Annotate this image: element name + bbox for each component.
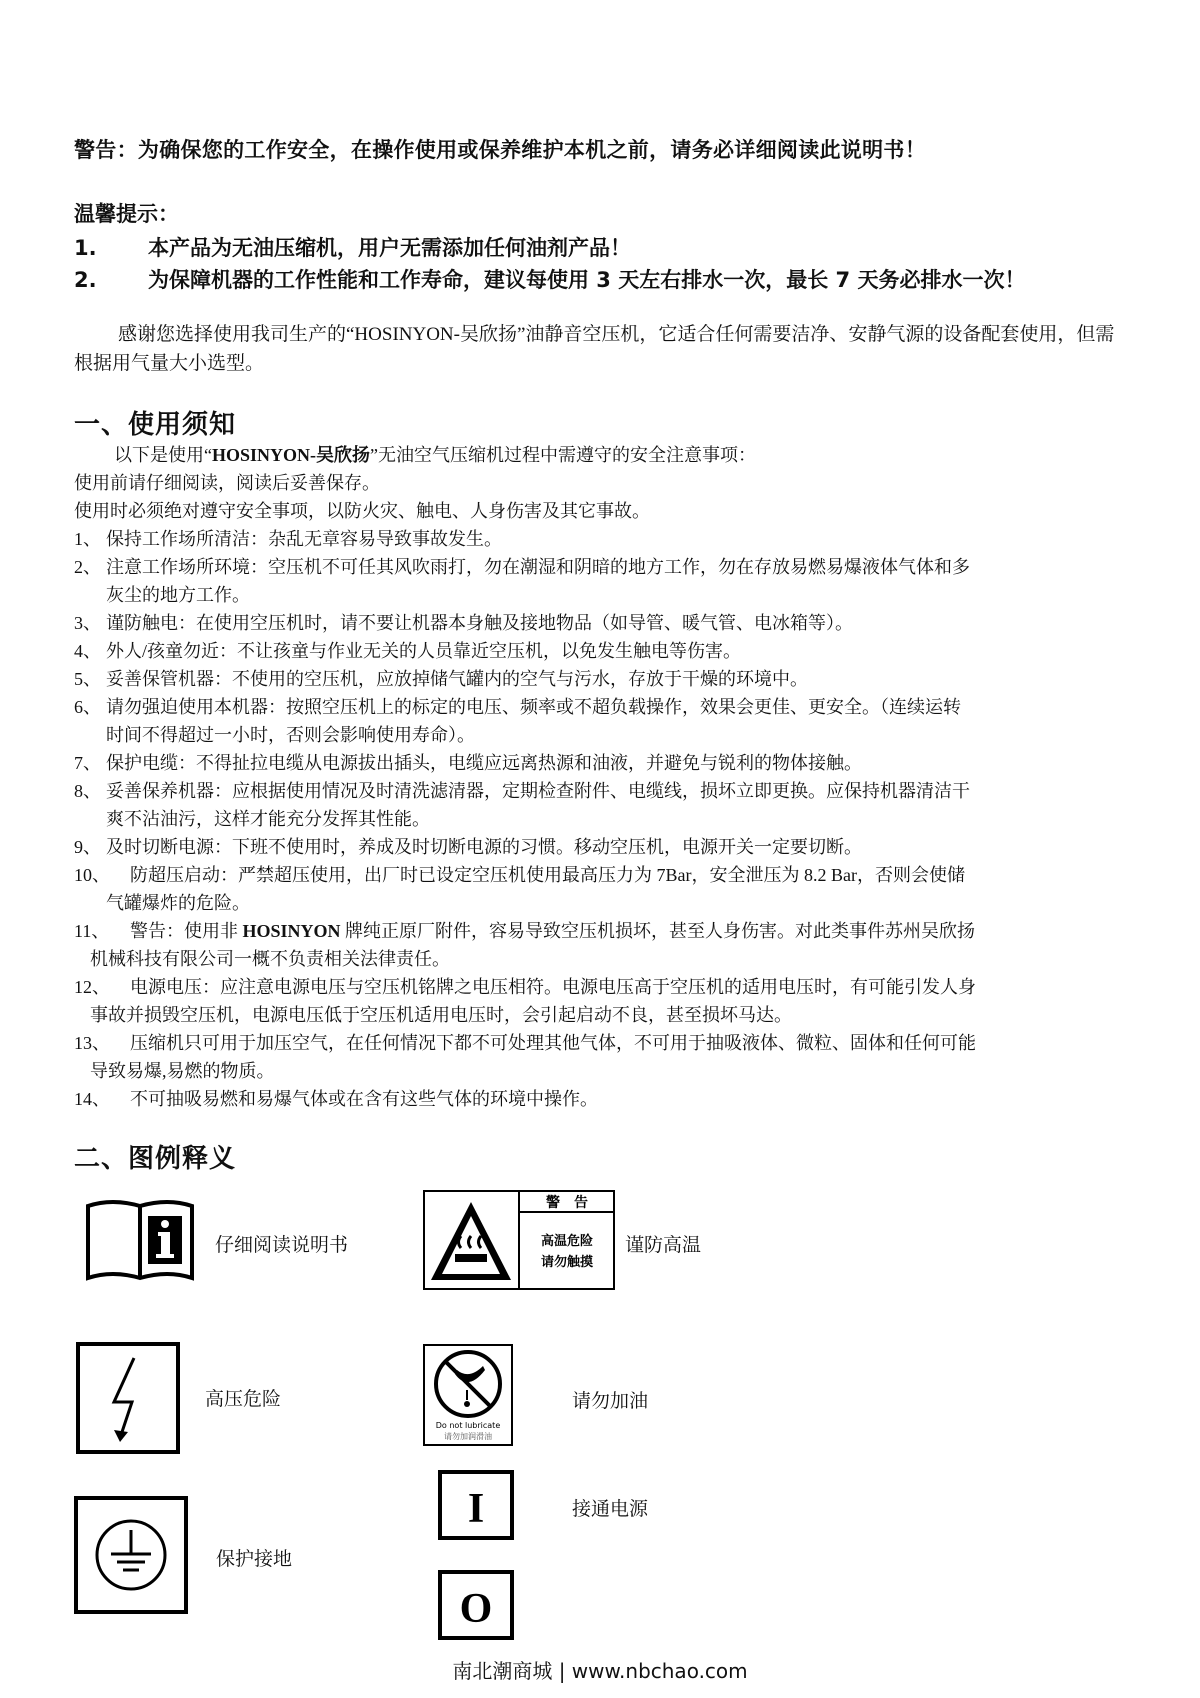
power-off-symbol: O: [459, 1586, 493, 1632]
warning-label: 警告：: [74, 138, 138, 162]
section-title-usage: 一、使用须知: [74, 410, 237, 440]
list-item: 7、 保护电缆：不得扯拉电缆从电源拔出插头，电缆应远离热源和油液，并避免与锐利的物体接触。: [74, 753, 862, 773]
no-lube-cn-text: 请勿加润滑油: [444, 1432, 492, 1441]
footer-watermark: 南北潮商城 | www.nbchao.com: [452, 1659, 748, 1683]
list-item-continuation: 机械科技有限公司一概不负责相关法律责任。: [90, 949, 450, 969]
hot-surface-warning-icon: [423, 1190, 615, 1290]
warn-sign-line1: 高温危险: [540, 1234, 594, 1249]
legend-label-hot-surface: 谨防高温: [625, 1235, 702, 1256]
notes-lead: 以下是使用“HOSINYON-吴欣扬”无油空气压缩机过程中需遵守的安全注意事项：: [114, 445, 757, 465]
list-item: 6、 请勿强迫使用本机器：按照空压机上的标定的电压、频率或不超负载操作，效果会更佳、更安全。（连续运转: [74, 697, 961, 717]
tip-item-1: [74, 232, 631, 262]
list-item: 2、 注意工作场所环境：空压机不可任其风吹雨打，勿在潮湿和阴暗的地方工作，勿在存放易燃易爆液体气体和多: [74, 557, 970, 577]
list-item: 9、 及时切断电源：下班不使用时，养成及时切断电源的习惯。移动空压机，电源开关一定要切断。: [74, 837, 862, 857]
warn-sign-line2: 请勿触摸: [540, 1255, 594, 1270]
high-voltage-icon: [76, 1342, 180, 1454]
legend-label-no-lubricate: 请勿加油: [572, 1391, 649, 1412]
list-item: 5、 妥善保管机器：不使用的空压机，应放掉储气罐内的空气与污水，存放于干燥的环境中。: [74, 669, 808, 689]
list-item: 12、 电源电压：应注意电源电压与空压机铭牌之电压相符。电源电压高于空压机的适用电压时，有可能引发人身: [74, 977, 976, 997]
power-on-symbol: I: [467, 1486, 485, 1532]
notes-line: 使用前请仔细阅读，阅读后妥善保存。: [74, 473, 380, 493]
list-item-continuation: 事故并损毁空压机，电源电压低于空压机适用电压时，会引起启动不良，甚至损坏马达。: [90, 1005, 792, 1025]
intro-paragraph: 感谢您选择使用我司生产的“HOSINYON-吴欣扬”油静音空压机，它适合任何需要洁净、安静气源的设备配套使用，但需根据用气量大小选型。: [74, 324, 1115, 374]
section-title-legend: 二、图例释义: [74, 1144, 237, 1174]
protective-ground-icon: [74, 1496, 188, 1614]
no-lube-en-text: Do not lubricate: [435, 1421, 501, 1430]
list-item: 1、 保持工作场所清洁：杂乱无章容易导致事故发生。: [74, 529, 502, 549]
power-off-icon: [438, 1570, 514, 1640]
tip-text: 本产品为无油压缩机，用户无需添加任何油剂产品！: [148, 236, 631, 260]
list-item: 3、 谨防触电：在使用空压机时，请不要让机器本身触及接地物品（如导管、暖气管、电冰箱等）。: [74, 613, 853, 633]
brand-name: HOSINYON-吴欣扬: [212, 445, 371, 465]
tip-number: 2.: [74, 268, 97, 292]
list-item-continuation: 导致易爆,易燃的物质。: [90, 1061, 275, 1081]
list-item-continuation: 时间不得超过一小时，否则会影响使用寿命）。: [106, 725, 475, 745]
tips-title: 温馨提示：: [74, 202, 179, 226]
legend-label-power-on: 接通电源: [572, 1499, 649, 1520]
brand-name: HOSINYON: [242, 921, 341, 941]
list-item-continuation: 气罐爆炸的危险。: [106, 893, 250, 913]
power-on-icon: [438, 1470, 514, 1540]
read-manual-icon: [84, 1198, 196, 1282]
safety-warning: [74, 134, 926, 164]
legend-label-high-voltage: 高压危险: [205, 1389, 282, 1410]
tip-item-2: [74, 264, 1025, 294]
warn-sign-header: 警 告: [546, 1195, 588, 1211]
list-item: 8、 妥善保养机器：应根据使用情况及时清洗滤清器，定期检查附件、电缆线，损坏立即更换。应保持机器清洁干: [74, 781, 970, 801]
tip-number: 1.: [74, 236, 97, 260]
list-item: 10、 防超压启动：严禁超压使用，出厂时已设定空压机使用最高压力为 7Bar，安全泄压为 8.2 Bar，否则会使储: [74, 865, 965, 885]
list-item: 14、 不可抽吸易燃和易爆气体或在含有这些气体的环境中操作。: [74, 1089, 598, 1109]
usage-notes: [74, 441, 1130, 1113]
list-item: 11、 警告：使用非 HOSINYON 牌纯正原厂附件，容易导致空压机损坏，甚至人身伤害。对此类事件苏州吴欣扬: [74, 921, 976, 941]
tip-text: 为保障机器的工作性能和工作寿命，建议每使用 3 天左右排水一次，最长 7 天务必排水一次！: [148, 268, 1026, 292]
warning-text: 为确保您的工作安全，在操作使用或保养维护本机之前，请务必详细阅读此说明书！: [137, 138, 927, 162]
list-item-continuation: 爽不沾油污，这样才能充分发挥其性能。: [106, 809, 430, 829]
list-item: 13、 压缩机只可用于加压空气，在任何情况下都不可处理其他气体，不可用于抽吸液体、微粒、固体和任何可能: [74, 1033, 976, 1053]
legend-label-read-manual: 仔细阅读说明书: [215, 1235, 349, 1256]
legend-label-ground: 保护接地: [216, 1549, 293, 1570]
notes-line: 使用时必须绝对遵守安全事项，以防火灾、触电、人身伤害及其它事故。: [74, 501, 650, 521]
list-item: 4、 外人/孩童勿近：不让孩童与作业无关的人员靠近空压机，以免发生触电等伤害。: [74, 641, 741, 661]
list-item-continuation: 灰尘的地方工作。: [106, 585, 250, 605]
no-lubricate-icon: [423, 1344, 513, 1446]
